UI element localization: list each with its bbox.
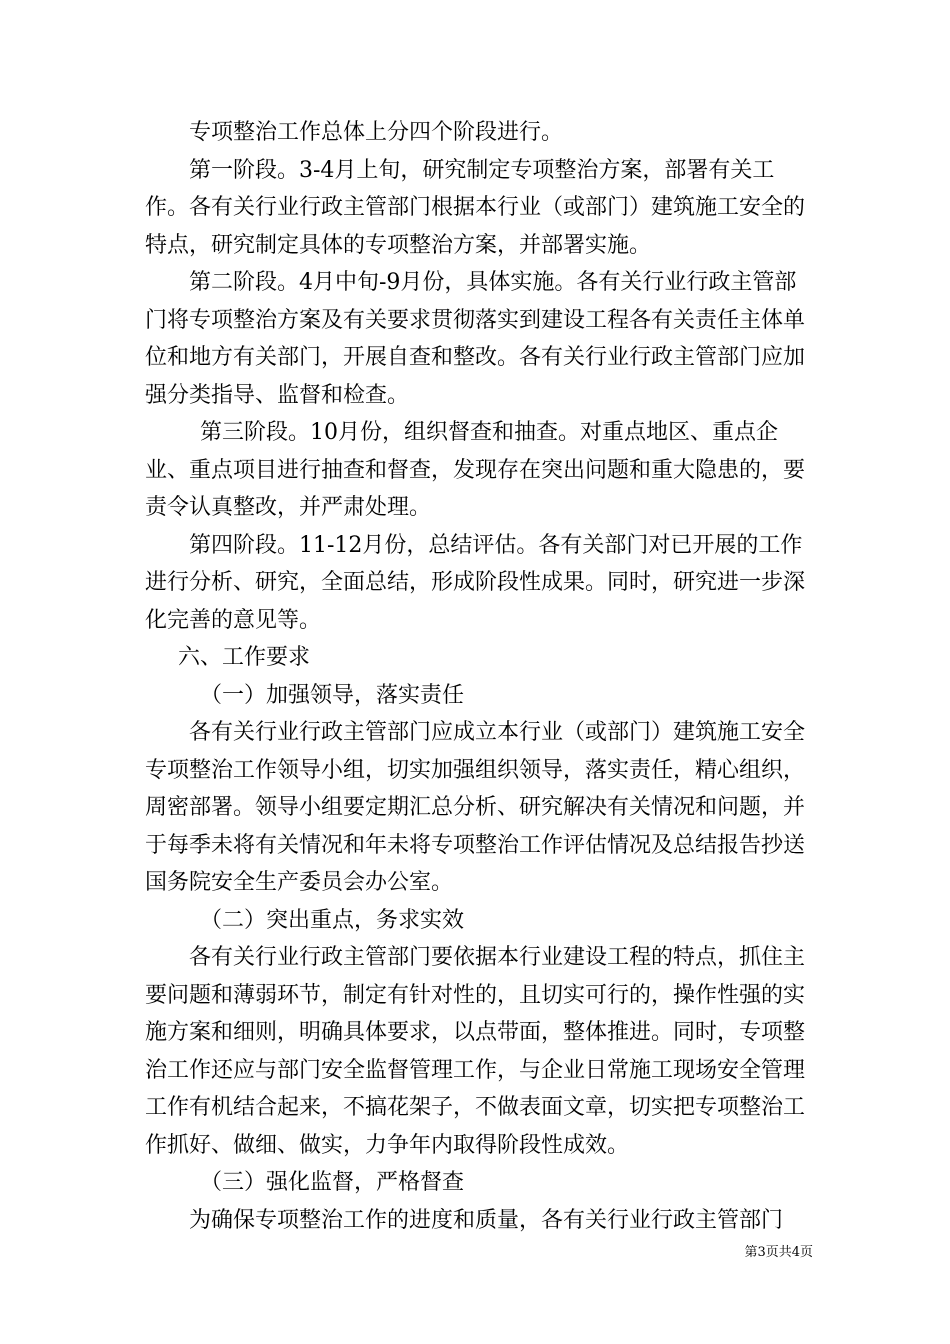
paragraph-supervision: 为确保专项整治工作的进度和质量，各有关行业行政主管部门 bbox=[189, 1207, 784, 1233]
paragraph-priorities: 各有关行业行政主管部门要依据本行业建设工程的特点，抓住主要问题和薄弱环节，制定有针对性的，且切实可行的，操作性强的实施方案和细则，明确具体要求，以点带面，整体推进。同时，专项整治工作还应与部门安全监督管理工作，与企业日常施工现场安全管理工作有机结合起来，不搞花架子，不做表面文章，切实把专项整治工作抓好、做细、做实，力争年内取得阶段性成效。 bbox=[145, 945, 806, 1158]
document-body bbox=[145, 114, 810, 1239]
subheading-highlight-priorities: （二）突出重点，务求实效 bbox=[200, 907, 465, 933]
paragraph-stage-four: 第四阶段。11-12月份，总结评估。各有关部门对已开展的工作进行分析、研究，全面总结，形成阶段性成果。同时，研究进一步深化完善的意见等。 bbox=[145, 532, 806, 633]
paragraph-stage-three: 第三阶段。10月份，组织督查和抽查。对重点地区、重点企业、重点项目进行抽查和督查，发现存在突出问题和重大隐患的，要责令认真整改，并严肃处理。 bbox=[145, 420, 806, 520]
paragraph-overview: 专项整治工作总体上分四个阶段进行。 bbox=[189, 120, 564, 145]
section-heading-work-requirements: 六、工作要求 bbox=[178, 645, 311, 670]
paragraph-stage-one: 第一阶段。3-4月上旬，研究制定专项整治方案，部署有关工作。各有关行业行政主管部门根据本行业（或部门）建筑施工安全的特点，研究制定具体的专项整治方案，并部署实施。 bbox=[145, 157, 806, 258]
paragraph-stage-two: 第二阶段。4月中旬-9月份，具体实施。各有关行业行政主管部门将专项整治方案及有关要求贯彻落实到建设工程各有关责任主体单位和地方有关部门，开展自查和整改。各有关行业行政主管部门应加强分类指导、监督和检查。 bbox=[145, 270, 806, 408]
subheading-strengthen-leadership: （一）加强领导，落实责任 bbox=[200, 682, 465, 708]
subheading-strengthen-supervision: （三）强化监督，严格督查 bbox=[200, 1170, 465, 1195]
paragraph-leadership: 各有关行业行政主管部门应成立本行业（或部门）建筑施工安全专项整治工作领导小组，切实加强组织领导，落实责任，精心组织，周密部署。领导小组要定期汇总分析、研究解决有关情况和问题，并于每季未将有关情况和年未将专项整治工作评估情况及总结报告抄送国务院安全生产委员会办公室。 bbox=[145, 720, 806, 895]
page-number: 第3页共4页 bbox=[744, 1245, 813, 1260]
